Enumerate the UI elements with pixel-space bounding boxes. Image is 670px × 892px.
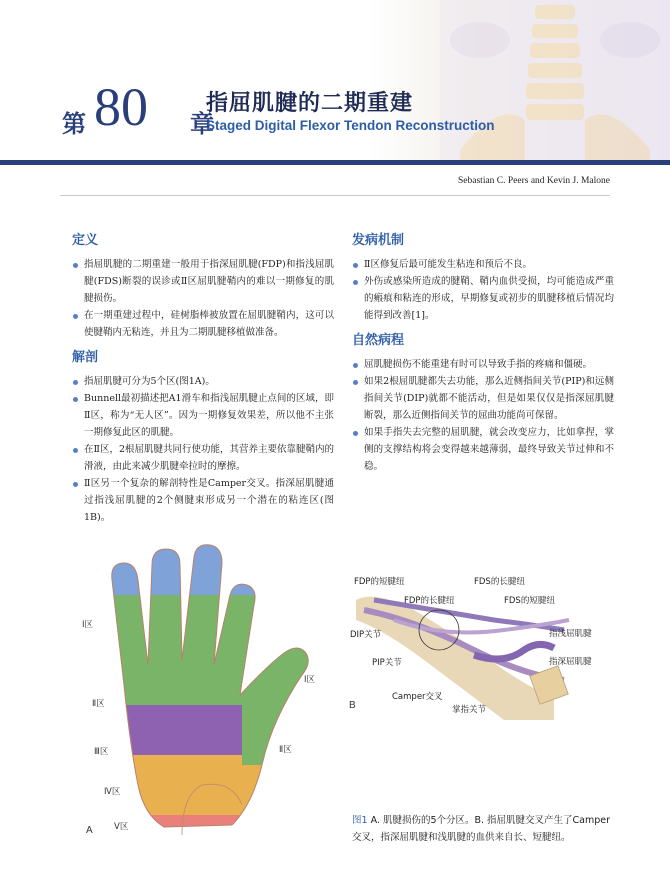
- list-item: Ⅱ区另一个复杂的解剖特性是Camper交叉。指深屈肌腱通过指浅屈肌腱的2个侧腱束形成另一个潜在的粘连区(图1B)。: [72, 475, 334, 526]
- chapter-prefix: 第: [62, 109, 86, 138]
- header-xray-image: [440, 0, 670, 160]
- chapter-number: 80: [94, 77, 148, 137]
- list-item: Bunnell最初描述把A1滑车和指浅屈肌腱止点间的区域，即Ⅱ区，称为“无人区”。因为一期修复效果差，所以他不主张一期修复此区的肌腱。: [72, 390, 334, 441]
- section-title-definition: 定义: [72, 233, 99, 248]
- authors: Sebastian C. Peers and Kevin J. Malone: [458, 176, 610, 186]
- zone-label-1-left: Ⅰ区: [82, 620, 94, 630]
- natural-history-list: [352, 356, 614, 475]
- zone-label-4: Ⅳ区: [104, 787, 121, 797]
- list-item: 如果2根屈肌腱都失去功能，那么近侧指间关节(PIP)和远侧指间关节(DIP)就都不能活动，但是如果仅仅是指深屈肌腱断裂，那么近侧指间关节的屈曲功能尚可保留。: [352, 373, 614, 424]
- pathogenesis-list: [352, 256, 614, 324]
- label-camper-chiasm: Camper交叉: [392, 692, 443, 702]
- list-item: 如果手指失去完整的屈肌腱，就会改变应力，比如拿捏，掌侧的支撑结构将会变得越来越薄弱，最终导致关节过伸和不稳。: [352, 424, 614, 475]
- list-item: 在Ⅱ区，2根屈肌腱共同行使功能，其营养主要依靠腱鞘内的滑液，由此来减少肌腱牵拉时的摩擦。: [72, 441, 334, 475]
- label-fdp-long-vinculum: FDP的长腱纽: [404, 596, 455, 606]
- section-title-pathogenesis: 发病机制: [352, 233, 405, 248]
- right-column: [352, 232, 614, 475]
- list-item: 在一期重建过程中，硅树脂棒被放置在屈肌腱鞘内，这可以使腱鞘内无粘连，并且为二期肌腱移植做准备。: [72, 307, 334, 341]
- list-item: 外伤或感染所造成的腱鞘、鞘内血供受损，均可能造成严重的瘢痕和粘连的形成，早期修复或初步的肌腱移植后情况均能得到改善[1]。: [352, 273, 614, 324]
- anatomy-list: [72, 373, 334, 526]
- hand-zones-illustration: [72, 535, 332, 845]
- list-item: 屈肌腱损伤不能重建有时可以导致手指的疼痛和僵硬。: [352, 356, 614, 373]
- definition-list: [72, 256, 334, 341]
- chapter-title-en: Staged Digital Flexor Tendon Reconstruction: [206, 118, 495, 133]
- header-rule: [0, 160, 670, 165]
- chapter-title-cn: 指屈肌腱的二期重建: [206, 91, 414, 116]
- label-fds-short-vinculum: FDS的短腱纽: [504, 596, 555, 606]
- figure-caption: [352, 812, 614, 846]
- label-fdp-tendon: 指深屈肌腱: [549, 657, 592, 667]
- label-fds-long-vinculum: FDS的长腱纽: [474, 577, 525, 587]
- zone-label-5: Ⅴ区: [114, 822, 129, 832]
- zone-label-2-left: Ⅱ区: [92, 699, 105, 709]
- label-dip-joint: DIP关节: [350, 630, 382, 640]
- chapter-suffix: 章: [190, 109, 214, 138]
- label-fdp-short-vinculum: FDP的短腱纽: [354, 577, 405, 587]
- zone-label-1-thumb: Ⅰ区: [304, 675, 316, 685]
- zone-label-2-thumb: Ⅱ区: [279, 745, 292, 755]
- section-title-natural-history: 自然病程: [352, 333, 405, 348]
- label-fds-tendon: 指浅屈肌腱: [549, 629, 592, 639]
- label-pip-joint: PIP关节: [372, 658, 402, 668]
- list-item: 指屈肌腱可分为5个区(图1A)。: [72, 373, 334, 390]
- authors-divider: [60, 195, 610, 196]
- panel-a-letter: A: [86, 825, 93, 836]
- section-title-anatomy: 解剖: [72, 350, 99, 365]
- figure-1: [72, 535, 632, 845]
- panel-b-letter: B: [349, 700, 356, 711]
- list-item: 指屈肌腱的二期重建一般用于指深屈肌腱(FDP)和指浅屈肌腱(FDS)断裂的误诊或Ⅱ区屈肌腱鞘内的难以一期修复的肌腱损伤。: [72, 256, 334, 307]
- left-column: [72, 232, 334, 526]
- list-item: Ⅱ区修复后最可能发生粘连和预后不良。: [352, 256, 614, 273]
- zone-label-3: Ⅲ区: [94, 747, 109, 757]
- caption-prefix: 图1: [352, 815, 368, 826]
- label-mcp-joint: 掌指关节: [452, 705, 487, 715]
- caption-text: A. 肌腱损伤的5个分区。B. 指屈肌腱交叉产生了Camper交叉，指深屈肌腱和浅肌腱的血供来自长、短腱纽。: [352, 815, 611, 843]
